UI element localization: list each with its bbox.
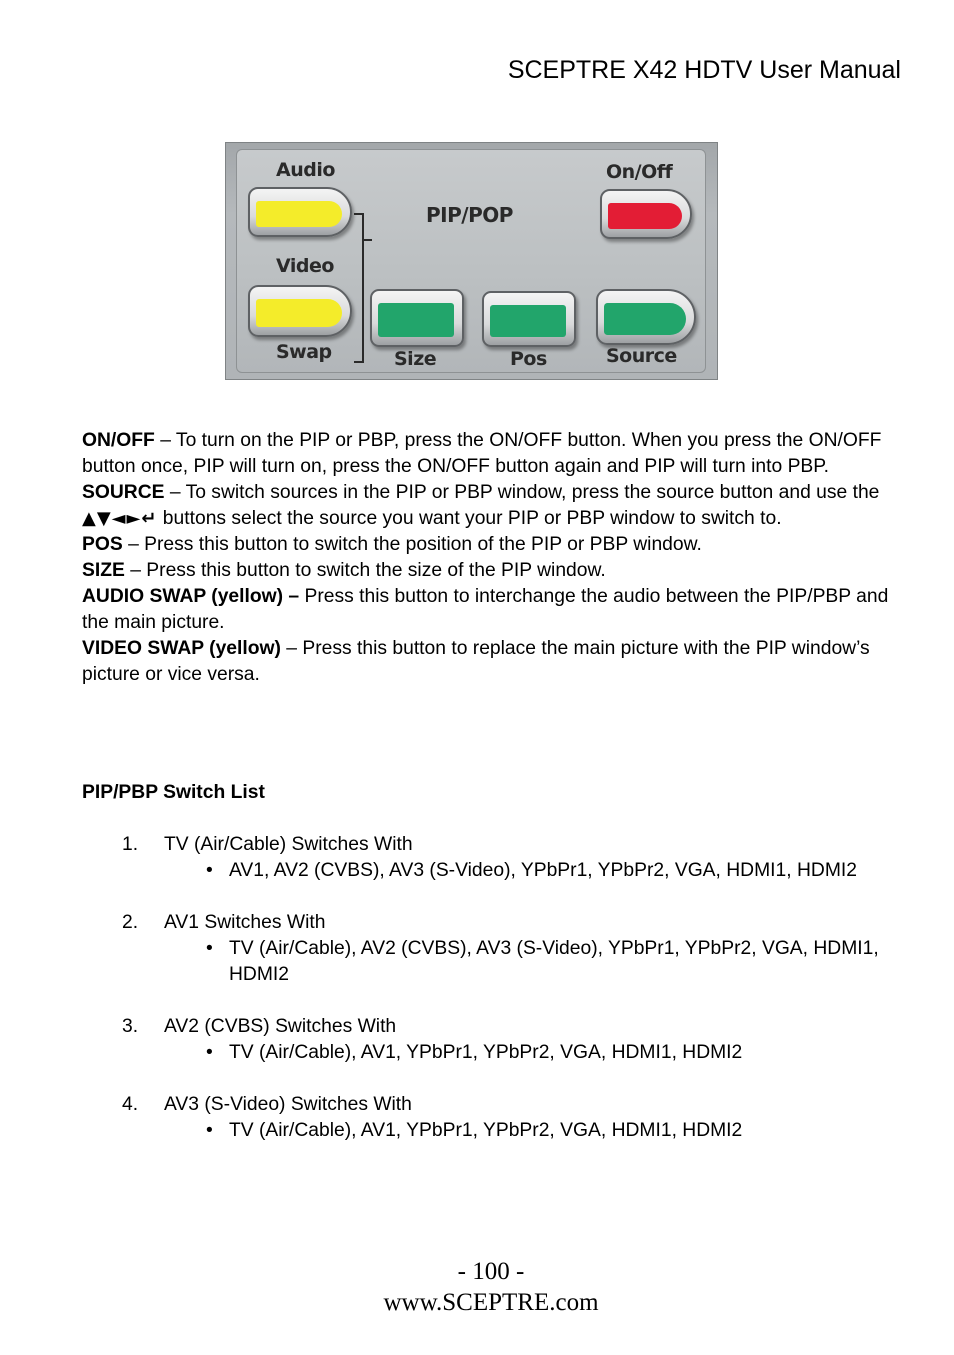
audio-label: Audio — [276, 159, 335, 181]
green-cap — [604, 303, 686, 335]
pip-pop-label: PIP/POP — [426, 203, 513, 227]
source-label: Source — [606, 345, 677, 367]
arrow-keys-icon: ▲▼◄►↵ — [82, 508, 158, 529]
list-item — [82, 832, 932, 884]
video-swap-term: VIDEO SWAP (yellow) — [82, 638, 281, 659]
bullet-icon: • — [206, 938, 213, 959]
footer-url: www.SCEPTRE.com — [383, 1289, 599, 1316]
button-descriptions — [82, 428, 912, 688]
onoff-term: ON/OFF — [82, 430, 155, 451]
list-item — [82, 1014, 932, 1066]
switch-list — [82, 780, 932, 1170]
item-heading: AV2 (CVBS) Switches With — [164, 1016, 397, 1037]
video-label: Video — [276, 255, 334, 277]
bullet-icon: • — [206, 860, 213, 881]
item-number: 3. — [122, 1016, 139, 1037]
yellow-cap — [256, 201, 342, 227]
item-heading: AV3 (S-Video) Switches With — [164, 1094, 412, 1115]
list-item — [82, 1092, 932, 1144]
onoff-text: – To turn on the PIP or PBP, press the ON/OFF button. When you press the ON/OFF button once, PIP will turn on, press the ON/OFF button again and PIP will turn into PBP. — [82, 430, 882, 477]
pos-term: POS — [82, 534, 123, 555]
source-text-before: – To switch sources in the PIP or PBP window, press the source button and use the — [164, 482, 880, 503]
on-off-button — [600, 189, 692, 239]
switch-list-title: PIP/PBP Switch List — [82, 782, 265, 803]
on-off-label: On/Off — [606, 161, 673, 183]
audio-swap-paragraph — [82, 584, 912, 636]
onoff-paragraph — [82, 428, 912, 480]
source-button — [596, 289, 696, 345]
item-bullet-text: TV (Air/Cable), AV1, YPbPr1, YPbPr2, VGA, HDMI1, HDMI2 — [229, 1120, 743, 1141]
source-text-after: buttons select the source you want your PIP or PBP window to switch to. — [157, 508, 782, 529]
video-swap-paragraph — [82, 636, 912, 688]
item-bullet-text: TV (Air/Cable), AV2 (CVBS), AV3 (S-Video), YPbPr1, YPbPr2, VGA, HDMI1, HDMI2 — [229, 938, 879, 985]
pos-text: – Press this button to switch the position of the PIP or PBP window. — [122, 534, 702, 555]
video-swap-text: – Press this button to replace the main picture with the PIP window’s picture or vice versa. — [82, 638, 870, 685]
bracket-tick — [362, 239, 372, 241]
yellow-cap — [256, 299, 342, 327]
item-bullet-text: TV (Air/Cable), AV1, YPbPr1, YPbPr2, VGA, HDMI1, HDMI2 — [229, 1042, 743, 1063]
swap-label: Swap — [276, 341, 332, 363]
bullet-icon: • — [206, 1042, 213, 1063]
swap-bracket — [354, 213, 364, 363]
list-item — [82, 910, 932, 988]
item-bullet-text: AV1, AV2 (CVBS), AV3 (S-Video), YPbPr1, YPbPr2, VGA, HDMI1, HDMI2 — [229, 860, 857, 881]
audio-swap-term: AUDIO SWAP (yellow) – — [82, 586, 300, 607]
pip-buttons-photo — [225, 142, 718, 380]
audio-swap-button — [248, 187, 352, 237]
size-term: SIZE — [82, 560, 125, 581]
pos-button — [482, 291, 576, 347]
page-number: - 100 - — [457, 1258, 525, 1285]
pos-paragraph — [82, 532, 912, 558]
manual-header-title: SCEPTRE X42 HDTV User Manual — [507, 56, 901, 84]
green-cap — [378, 303, 454, 337]
size-label: Size — [394, 348, 437, 370]
size-button — [370, 289, 464, 347]
bullet-icon: • — [206, 1120, 213, 1141]
green-cap — [490, 305, 566, 337]
source-paragraph — [82, 480, 912, 532]
size-text: – Press this button to switch the size of the PIP window. — [124, 560, 606, 581]
item-heading: TV (Air/Cable) Switches With — [164, 834, 413, 855]
video-swap-button — [248, 285, 352, 337]
pos-label: Pos — [510, 348, 547, 370]
red-cap — [608, 203, 682, 229]
item-number: 1. — [122, 834, 139, 855]
item-number: 2. — [122, 912, 139, 933]
size-paragraph — [82, 558, 912, 584]
audio-swap-text: Press this button to interchange the audio between the PIP/PBP and the main picture. — [82, 586, 889, 633]
item-number: 4. — [122, 1094, 139, 1115]
item-heading: AV1 Switches With — [164, 912, 326, 933]
source-term: SOURCE — [82, 482, 165, 503]
